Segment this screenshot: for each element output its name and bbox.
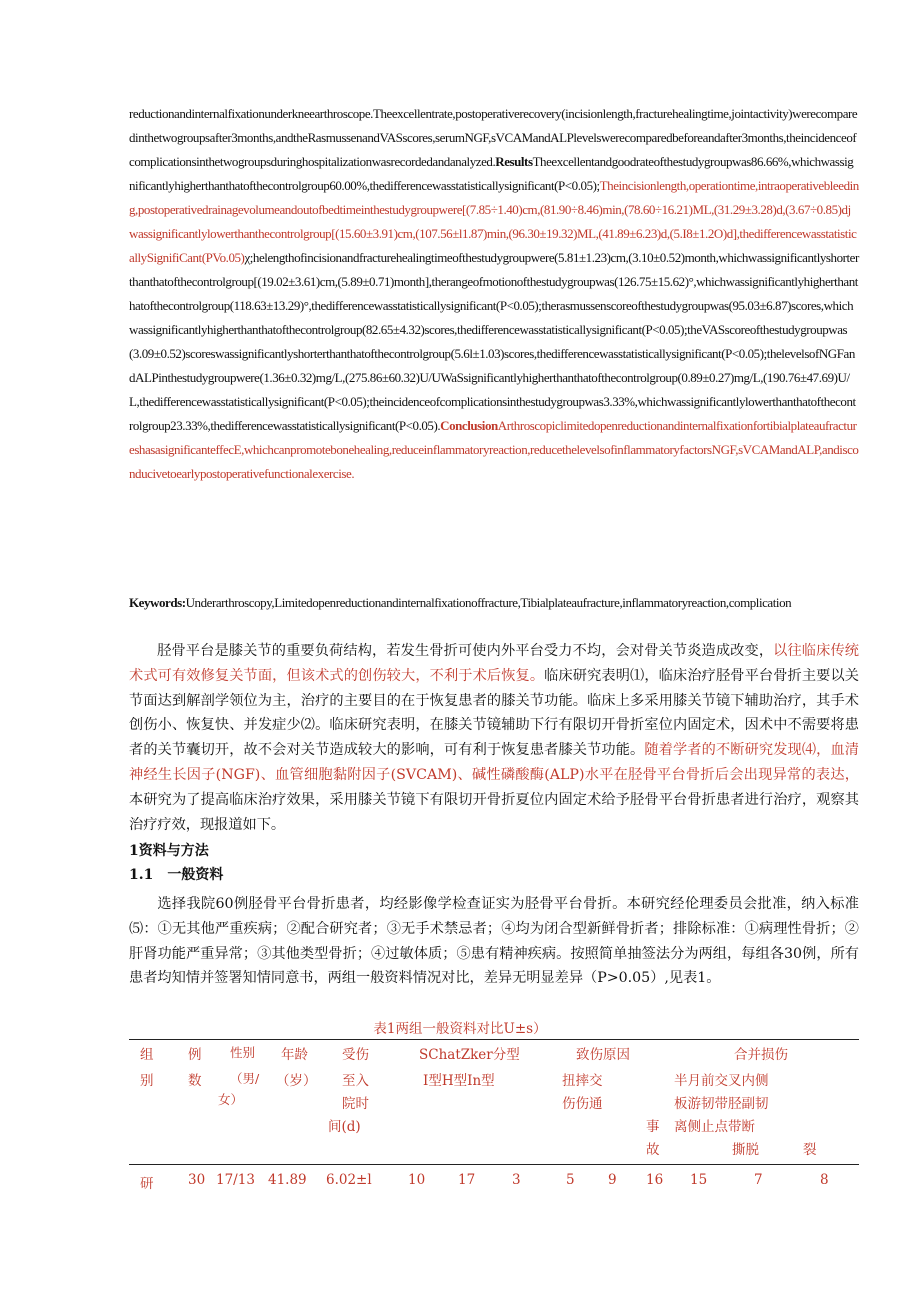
abstract-results: Theexcellentandgoodrateofthestudygroupwas86.66%,whichwassignificantlyhigherthanthatofthecontrolgroup60.00%,thedifferencewasstatisticallysignificant(P<0.05);: [129, 154, 854, 193]
general-data-text: 选择我院60例胫骨平台骨折患者，均经影像学检查证实为胫骨平台骨折。本研究经伦理委员会批准，纳入标准⑸：①无其他严重疾病；②配合研究者；③无手术禁忌者；④均为闭合型新鲜骨折者；排除标准：①病理性骨折；②肝肾功能严重异常；③其他类型骨折；④过敏体质；⑤患有精神疾病。按照简单抽签法分为两组，每组各30例，所有患者均知情并签署知情同意书，两组一般资料情况对比，差异无明显差异（P>0.05）,见表1。: [129, 896, 859, 987]
td-type-2: 17: [458, 1172, 476, 1188]
keywords-label: Keywords:: [129, 595, 186, 610]
abstract-conclusion: ArthroscopiclimitedopenreductionandinternalfixationfortibialplateaufractureshasasignificanteffecE,whichcanpromotebonehealing,reduceinflammatoryreaction,reducethelevelsofinflammatoryfactorsNGF,sVCAMandALP,andisconducivetoearlypostoperativefunctionalexercise.: [129, 418, 859, 481]
th-n-2: 数: [188, 1073, 202, 1089]
td-injury-time: 6.02±l: [326, 1172, 372, 1188]
th-combined-5: 撕脱: [732, 1142, 759, 1158]
td-sex: 17/13: [216, 1172, 255, 1188]
intro-sentence-4: 随着学者的不断研究发现⑷，血清神经生长因子(NGF)、血管细胞黏附因子(SVCAM)、碱性磷酸酶(ALP)水平在胫骨平台骨折后会出现异常的表达，: [129, 742, 859, 783]
abstract-text: [129, 102, 859, 486]
th-sex-3: 女）: [218, 1092, 244, 1107]
td-cause-1: 5: [566, 1172, 575, 1188]
th-combined: 合并损伤: [734, 1047, 788, 1063]
th-n: 例: [188, 1047, 202, 1063]
th-combined-4: 离侧止点带断: [674, 1119, 755, 1135]
section-title: 一般资料: [167, 867, 224, 883]
th-cause: 致伤原因: [576, 1047, 630, 1063]
th-cause-4: 事: [646, 1119, 660, 1135]
th-injury-2: 至入: [342, 1073, 369, 1089]
intro-sentence-1: 胫骨平台是膝关节的重要负荷结构，若发生骨折可使内外平台受力不均，会对骨关节炎造成改变，: [157, 643, 774, 659]
intro-sentence-5: 本研究为了提高临床治疗效果，采用膝关节镜下有限切开骨折夏位内固定术给予胫骨平台骨折患者进行治疗，观察其治疗疗效，现报道如下。: [129, 791, 859, 833]
th-group-2: 别: [140, 1073, 154, 1089]
table-title: 表1两组一般资料对比U±s）: [373, 1021, 547, 1037]
section-heading-1-1: [129, 864, 223, 884]
th-injury-3: 院时: [342, 1096, 369, 1112]
td-type-1: 10: [408, 1172, 426, 1188]
td-combined-3: 8: [820, 1172, 829, 1188]
intro-sentence-3: 临床研究表明⑴，临床治疗胫骨平台骨折主要以关节面达到解剖学领位为主，治疗的主要目的在于恢复患者的膝关节功能。临床上多采用膝关节镜下辅助治疗，其手术创伤小、恢复快、并发症少⑵。临床研究表明，在膝关节镜辅助下行有限切开骨折室位内固定术，因术中不需要将患者的关节囊切开，故不会对关节造成较大的影响，可有利于恢复患者膝关节功能。: [129, 667, 859, 759]
th-combined-2: 半月前交叉内侧: [674, 1073, 769, 1089]
th-age: 年龄: [281, 1047, 308, 1063]
th-sex-2: （男/: [230, 1071, 260, 1086]
section-number: 1.1: [129, 867, 154, 883]
conclusion-label: Conclusion: [440, 418, 498, 433]
th-combined-6: 裂: [803, 1142, 817, 1158]
abstract-results-highlight: Theincisionlength,operationtime,intraoperativebleeding,postoperativedrainagevolumeandoutofbedtimeinthestudygroupwere[(7.85÷1.40)cm,(81.90÷8.46)min,(78.60÷16.21)ML,(31.29±3.28)d,(3.67÷0.85)djwassignificantlylowerthanthecontrolgroup[(15.60±3.91)cm,(107.56±l1.87)min,(96.30±19.32)ML,(41.89±6.23)d,(5.I8±1.2O)d],thedifferencewasstatisticallySignifiCant(PVo.05): [129, 178, 859, 265]
td-group: 研: [140, 1176, 154, 1192]
table-top-rule: [129, 1039, 859, 1040]
table-header-rule: [129, 1164, 859, 1165]
results-label: Results: [495, 154, 533, 169]
th-group: 组: [140, 1047, 154, 1063]
th-schatzker-types: I型H型In型: [423, 1073, 495, 1089]
th-combined-3: 板游韧带胫副韧: [674, 1096, 769, 1112]
th-injury: 受伤: [342, 1047, 369, 1063]
intro-sentence-2: 以往临床传统术式可有效修复关节面，但该术式的创伤较大，不利于术后恢复。: [129, 643, 859, 684]
th-injury-4: 间(d): [328, 1119, 361, 1135]
intro-paragraph: [129, 639, 859, 837]
th-age-2: （岁）: [276, 1073, 317, 1089]
td-combined-1: 15: [690, 1172, 708, 1188]
th-cause-2: 扭摔交: [562, 1073, 603, 1089]
abstract-results-rest: χ;helengthofincisionandfracturehealingtimeofthestudygroupwere(5.81±1.23)cm,(3.10±0.52)month,whichwassignificantlyshorterthanthatofthecontrolgroup[(19.02±3.61)cm,(5.89±0.71)month],therangeofmotionofthestudygroupwas(126.75±15.62)°,whichwassignificantlyhigherthanthatofthecontrolgroup(118.63±13.29)°,thedifferencewasstatisticallysignificant(P<0.05);therasmussenscoreofthestudygroupwas(95.03±6.87)scores,whichwassignificantlyhigherthanthatofthecontrolgroup(82.65±4.32)scores,thedifferencewasstatisticallysignificant(P<0.05);theVASscoreofthestudygroupwas(3.09±0.52)scoreswassignificantlyshorterthanthatofthecontrolgroup(5.6l±1.03)scores,thedifferencewasstatisticallysignificant(P<0.05);thelevelsofNGFandALPinthestudygroupwere(1.36±0.32)mg/L,(275.86±60.32)U/UWaSsignificantlyhigherthanthatofthecontrolgroup(0.89±0.27)mg/L,(190.76±47.69)U/L,thedifferencewasstatisticallysignificant(P<0.05);theincidenceofcomplicationsinthestudygroupwas3.33%,whichwassignificantlylowerthanthatofthecontrolgroup23.33%,thedifferencewasstatisticallysignificant(P<0.05).: [129, 250, 859, 433]
td-cause-3: 16: [646, 1172, 664, 1188]
abstract-methods: reductionandinternalfixationunderkneearthroscope.Theexcellentrate,postoperativerecovery(incisionlength,fracturehealingtime,jointactivity)werecomparedinthetwogroupsafter3months,andtheRasmussenandVASscores,serumNGF,sVCAMandALPlevelswerecomparedbeforeandafter3months,theincidenceofcomplicationsinthetwogroupsduringhospitalizationwasrecordedandanalyzed.: [129, 106, 858, 169]
td-type-3: 3: [512, 1172, 521, 1188]
th-cause-5: 故: [646, 1142, 660, 1158]
th-sex: 性别: [230, 1045, 256, 1060]
th-cause-3: 伤伤通: [562, 1096, 603, 1112]
th-schatzker: SChatZker分型: [419, 1047, 520, 1063]
keywords-line: [129, 591, 859, 615]
td-cause-2: 9: [608, 1172, 617, 1188]
td-n: 30: [188, 1172, 206, 1188]
td-age: 41.89: [268, 1172, 307, 1188]
general-data-paragraph: [129, 892, 859, 991]
section-heading-1: 1资料与方法: [129, 843, 209, 859]
keywords-text: Underarthroscopy,Limitedopenreductionandinternalfixationoffracture,Tibialplateaufracture,inflammatoryreaction,complication: [185, 595, 792, 610]
td-combined-2: 7: [754, 1172, 763, 1188]
